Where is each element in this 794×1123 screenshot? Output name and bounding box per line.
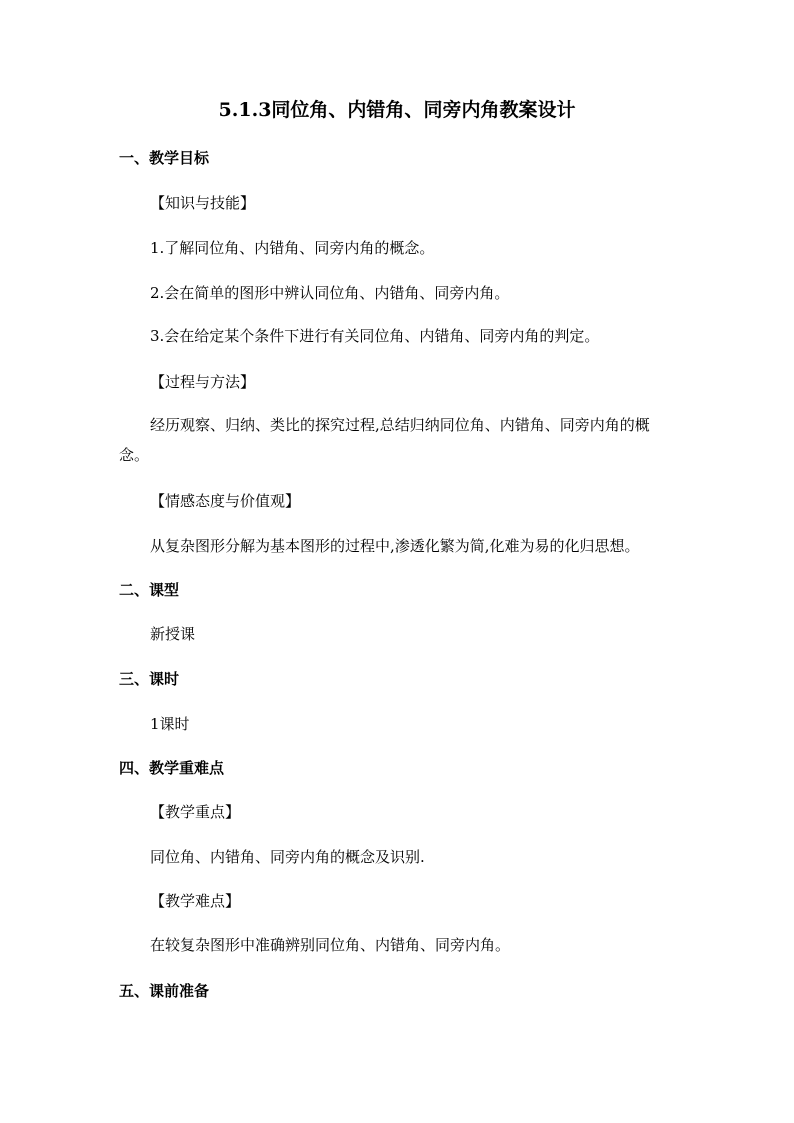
teaching-difficulty-text: 在较复杂图形中准确辨别同位角、内错角、同旁内角。 <box>150 936 511 954</box>
objective-item-3: 3.会在给定某个条件下进行有关同位角、内错角、同旁内角的判定。 <box>150 327 600 345</box>
emotion-values-text: 从复杂图形分解为基本图形的过程中,渗透化繁为简,化难为易的化归思想。 <box>150 537 640 555</box>
label-process-method: 【过程与方法】 <box>150 373 256 391</box>
process-method-text: 经历观察、归纳、类比的探究过程,总结归纳同位角、内错角、同旁内角的概念。 <box>119 416 650 464</box>
lesson-type-text: 新授课 <box>150 625 196 643</box>
objective-item-1: 1.了解同位角、内错角、同旁内角的概念。 <box>150 239 435 257</box>
label-knowledge-skills: 【知识与技能】 <box>150 194 256 212</box>
teaching-key-point-text: 同位角、内错角、同旁内角的概念及识别. <box>150 848 425 866</box>
label-teaching-difficulty: 【教学难点】 <box>150 892 241 910</box>
heading-pre-class-preparation: 五、课前准备 <box>119 982 210 1000</box>
document-title: 5.1.3同位角、内错角、同旁内角教案设计 <box>218 99 576 121</box>
label-teaching-key-point: 【教学重点】 <box>150 803 241 821</box>
heading-teaching-objectives: 一、教学目标 <box>119 149 210 167</box>
label-emotion-values: 【情感态度与价值观】 <box>150 492 301 510</box>
objective-item-2: 2.会在简单的图形中辨认同位角、内错角、同旁内角。 <box>150 284 510 302</box>
heading-class-hours: 三、课时 <box>119 670 180 688</box>
class-hours-text: 1课时 <box>150 715 190 733</box>
heading-key-difficult-points: 四、教学重难点 <box>119 759 225 777</box>
heading-lesson-type: 二、课型 <box>119 581 180 599</box>
